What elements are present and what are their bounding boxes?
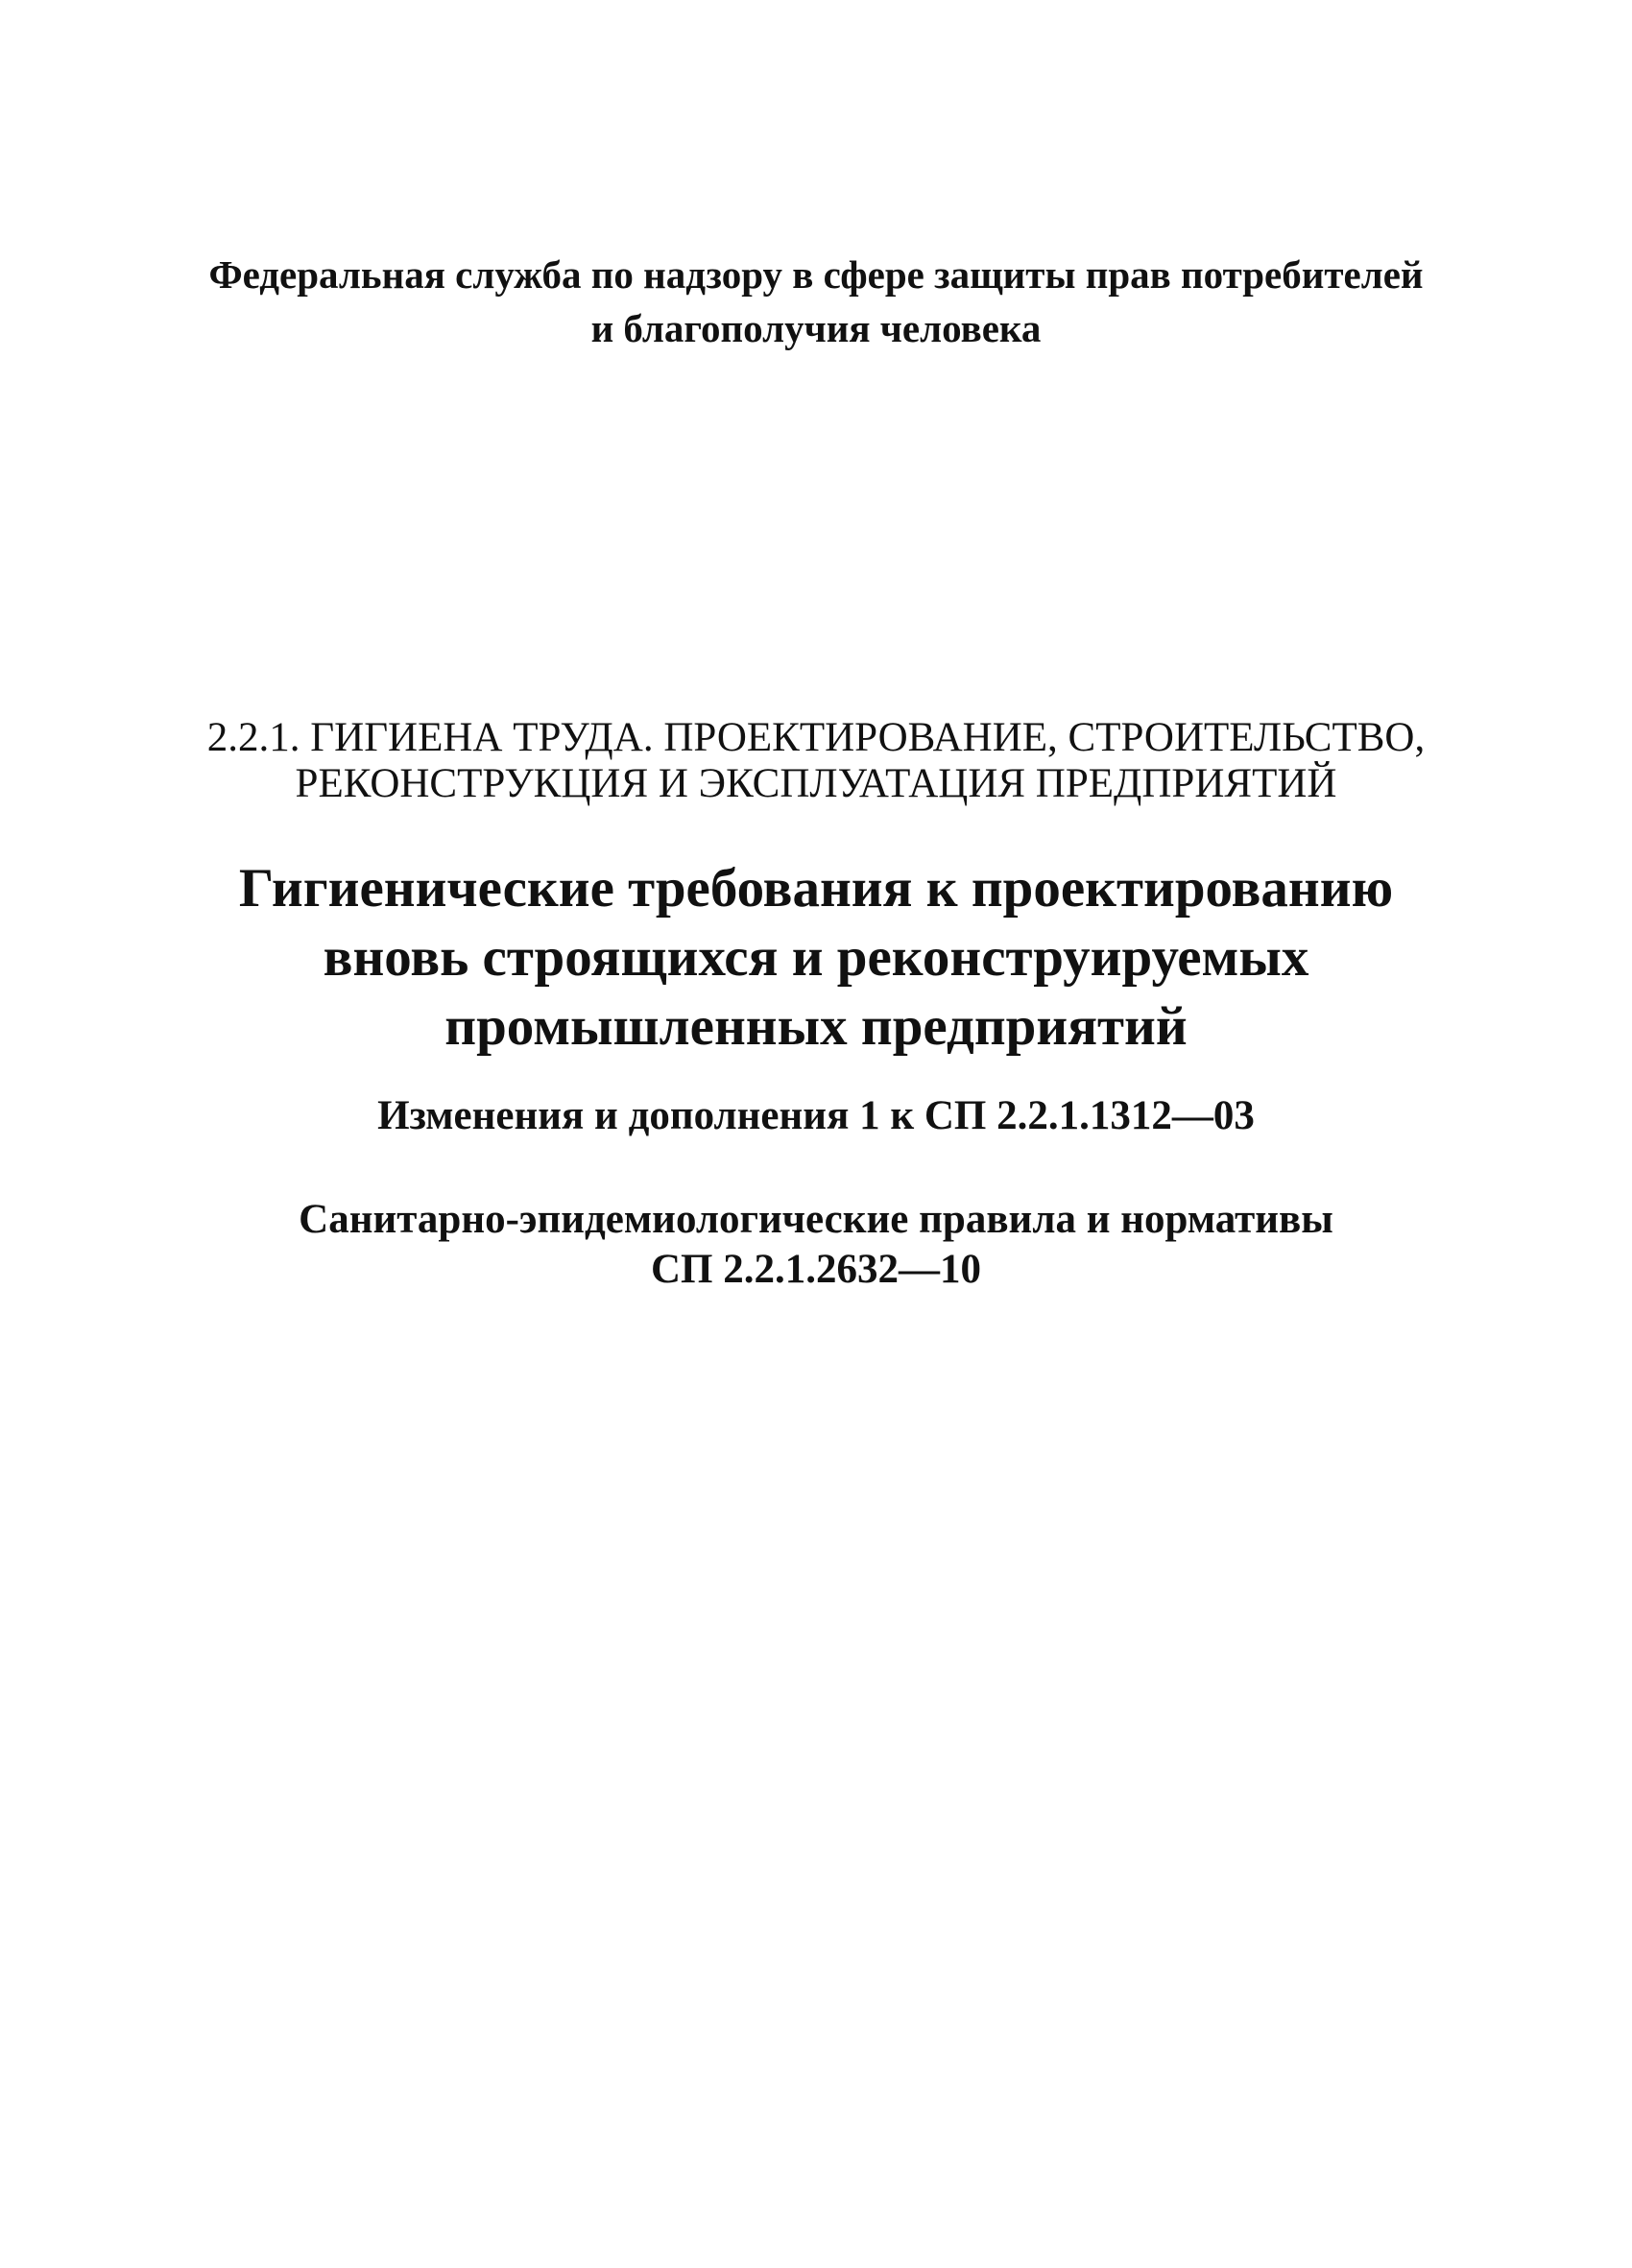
- agency-header: [0, 248, 1632, 355]
- title-line-3: промышленных предприятий: [444, 996, 1188, 1057]
- agency-line-2: и благополучия человека: [590, 306, 1042, 350]
- amendment-line: Изменения и дополнения 1 к СП 2.2.1.1312—03: [377, 1093, 1255, 1138]
- rules-line-1: Санитарно-эпидемиологические правила и нормативы: [299, 1197, 1333, 1242]
- rules-line-2: СП 2.2.1.2632—10: [651, 1247, 981, 1292]
- document-title: [0, 854, 1632, 1062]
- series-heading: [0, 715, 1632, 807]
- title-line-1: Гигиенические требования к проектированию: [238, 858, 1394, 919]
- rules-designation: [0, 1195, 1632, 1295]
- series-line-2: РЕКОНСТРУКЦИЯ И ЭКСПЛУАТАЦИЯ ПРЕДПРИЯТИЙ: [295, 761, 1337, 806]
- agency-line-1: Федеральная служба по надзору в сфере защиты прав потребителей: [208, 252, 1424, 297]
- amendment-subtitle: [0, 1089, 1632, 1143]
- series-line-1: 2.2.1. ГИГИЕНА ТРУДА. ПРОЕКТИРОВАНИЕ, СТРОИТЕЛЬСТВО,: [206, 715, 1426, 760]
- title-line-2: вновь строящихся и реконструируемых: [323, 927, 1309, 988]
